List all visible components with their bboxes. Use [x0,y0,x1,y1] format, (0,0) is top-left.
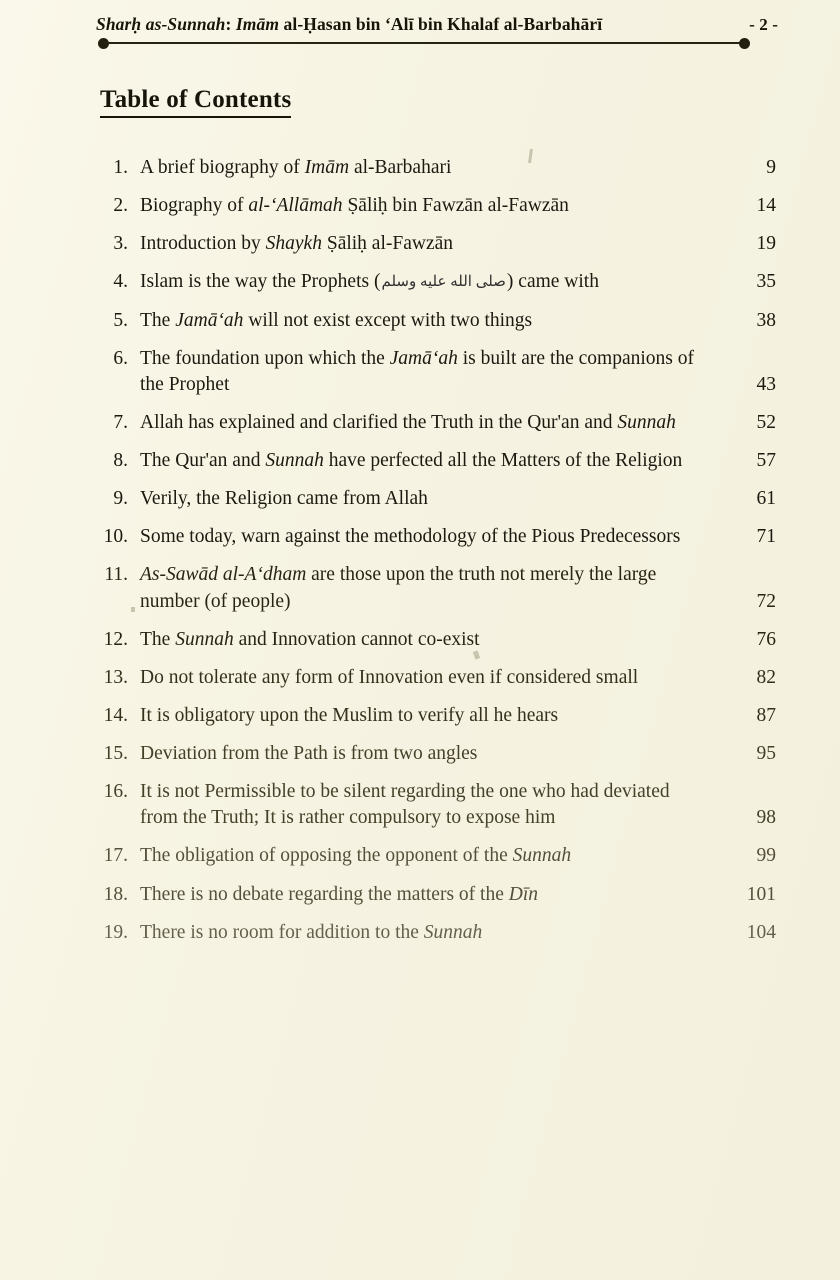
toc-entry-number: 11. [104,564,128,586]
toc-entry[interactable] [100,920,776,946]
toc-entry-page: 14 [756,195,776,217]
toc-entry-title [140,346,722,398]
toc-title-fragment: There is no debate regarding the matters of the [140,883,509,905]
toc-entry[interactable] [100,741,776,767]
header-rule [96,38,778,50]
toc-entry-title [140,779,722,831]
header-title-part-1: Sharḥ as-Sunnah [96,14,226,34]
toc-entry-number: 10. [103,526,128,548]
toc-entry[interactable] [100,627,776,653]
toc-title-italic-fragment: Dīn [508,883,538,905]
toc-entry-title [140,665,722,691]
toc-title-italic-fragment: Sunnah [423,921,483,943]
toc-entry[interactable] [100,524,776,550]
toc-title-fragment: Ṣāliḥ al-Fawzān [321,233,454,255]
toc-entry[interactable] [100,231,776,257]
toc-title-fragment: have perfected all the Matters of the Religion [323,450,683,471]
toc-entry[interactable] [100,779,776,831]
toc-title-fragment: Ṣāliḥ bin Fawzān al-Fawzān [342,195,569,217]
toc-entry[interactable] [100,155,776,181]
toc-entry-title [140,410,722,436]
toc-entry-page: 43 [756,373,776,395]
toc-title-italic-fragment: Imām [304,157,350,178]
running-header [96,14,778,58]
toc-title-italic-fragment: Sunnah [617,411,676,433]
toc-entry-number: 9. [113,488,128,510]
toc-entry-title [140,703,722,729]
toc-title-italic-fragment: Jamā‘ah [175,309,244,331]
toc-entry-number: 2. [113,195,128,217]
toc-title-fragment: Deviation from the Path is from two angles [140,743,478,764]
toc-title-fragment: The [140,309,176,331]
toc-entry-number: 19. [103,921,128,943]
toc-entry-title [140,882,722,908]
toc-entry[interactable] [100,703,776,729]
toc-entry-title [140,920,722,946]
header-book-title [96,14,602,35]
toc-entry-number: 13. [103,666,128,688]
toc-entry-number: 14. [103,704,128,726]
toc-title-italic-fragment: As-Sawād al-A‘dham [140,564,307,586]
toc-entry-page: 57 [756,450,776,471]
toc-title-fragment: It is obligatory upon the Muslim to verify all he hears [140,704,559,726]
toc-entry[interactable] [100,410,776,436]
table-of-contents [100,155,776,958]
toc-entry-page: 82 [756,666,776,688]
toc-entry[interactable] [100,843,776,869]
toc-entry-title [140,843,722,869]
toc-entry-page: 19 [756,233,776,255]
header-title-part-3: al-Ḥasan bin ‘Alī bin Khalaf al-Barbahārī [279,14,603,34]
toc-entry-number: 3. [113,233,128,255]
toc-title-fragment: al-Barbahari [349,157,452,178]
toc-title-fragment: will not exist except with two things [243,309,533,331]
toc-title-fragment: The Qur'an and [140,450,266,471]
toc-entry-page: 52 [756,411,776,433]
toc-entry-number: 7. [113,411,128,433]
toc-entry-number: 18. [103,883,128,905]
toc-entry-page: 98 [756,807,776,829]
toc-title-italic-fragment: Shaykh [265,233,322,255]
toc-title-fragment: is built are the companions of the Prophet [140,347,695,395]
salutation-seal-icon: صلى الله عليه وسلم [381,274,506,291]
toc-entry[interactable] [100,486,776,512]
header-rule-line [104,42,744,44]
toc-entry-title [140,562,722,614]
toc-entry-title [140,486,722,512]
toc-entry[interactable] [100,269,776,295]
toc-entry-page: 71 [756,526,776,548]
header-page-number: - 2 - [749,15,778,34]
toc-title-italic-fragment: Sunnah [512,845,572,867]
toc-entry-page: 99 [756,845,776,867]
toc-entry-title [140,524,722,550]
toc-entry-page: 72 [756,590,776,612]
toc-title-fragment: Do not tolerate any form of Innovation even if considered small [140,666,639,688]
toc-entry-page: 87 [756,704,776,726]
toc-title-fragment: The foundation upon which the [140,347,390,369]
toc-entry-number: 15. [103,743,128,764]
toc-entry-title [140,627,722,653]
toc-title-italic-fragment: Sunnah [175,628,234,650]
scan-speck [131,607,135,612]
toc-entry-number: 5. [113,309,128,331]
toc-entry-title [140,269,722,295]
toc-title-fragment: The obligation of opposing the opponent of the [140,845,513,867]
toc-title-italic-fragment: al-‘Allāmah [248,195,343,217]
toc-entry-title [140,448,722,474]
toc-entry-page: 95 [756,743,776,764]
toc-entry-number: 6. [113,347,128,369]
toc-entry-number: 12. [103,628,128,650]
toc-title-italic-fragment: Jamā‘ah [389,347,458,369]
toc-entry-title [140,231,722,257]
toc-entry-page: 61 [756,488,776,510]
toc-entry-title [140,308,722,334]
toc-entry[interactable] [100,193,776,219]
toc-title-italic-fragment: Sunnah [265,450,324,471]
toc-entry-title [140,155,722,181]
toc-entry-page: 76 [756,628,776,650]
toc-title-fragment: It is not Permissible to be silent regarding the one who had deviated from the Truth; It is rather compulsory to expose him [140,781,670,829]
toc-entry-number: 4. [113,271,128,293]
toc-title-fragment: Verily, the Religion came from Allah [140,488,428,510]
toc-entry-number: 16. [103,781,128,803]
toc-title-fragment: Introduction by [140,233,266,255]
toc-entry-number: 17. [103,845,128,867]
toc-title-fragment: Allah has explained and clarified the Truth in the Qur'an and [140,411,618,433]
toc-entry[interactable] [100,562,776,614]
toc-entry-number: 8. [113,450,128,471]
header-title-part-2: Imām [235,14,280,34]
header-rule-dot-right [739,38,750,49]
toc-entry[interactable] [100,882,776,908]
toc-title-fragment: Some today, warn against the methodology of the Pious Predecessors [140,526,681,548]
page-title: Table of Contents [100,86,291,118]
toc-entry-page: 38 [756,309,776,331]
header-title-separator: : [225,14,236,34]
toc-title-fragment: and Innovation cannot co-exist [233,628,480,650]
toc-entry-page: 35 [756,271,776,293]
toc-title-fragment: Biography of [140,195,249,217]
toc-entry-page: 9 [766,157,776,178]
toc-title-fragment: There is no room for addition to the [140,921,424,943]
toc-entry-page: 104 [746,921,776,943]
toc-entry[interactable] [100,346,776,398]
toc-entry-title [140,193,722,219]
toc-title-fragment: are those upon the truth not merely the large number (of people) [140,564,657,612]
toc-title-fragment: A brief biography of [140,157,305,178]
toc-entry-title [140,741,722,767]
toc-entry-page: 101 [746,883,776,905]
toc-title-fragment: Islam is the way the Prophets (صلى الله عليه وسلم) came with [140,271,599,293]
toc-entry[interactable] [100,308,776,334]
toc-entry[interactable] [100,665,776,691]
toc-entry[interactable] [100,448,776,474]
toc-title-fragment: The [140,628,176,650]
toc-entry-number: 1. [113,157,128,178]
